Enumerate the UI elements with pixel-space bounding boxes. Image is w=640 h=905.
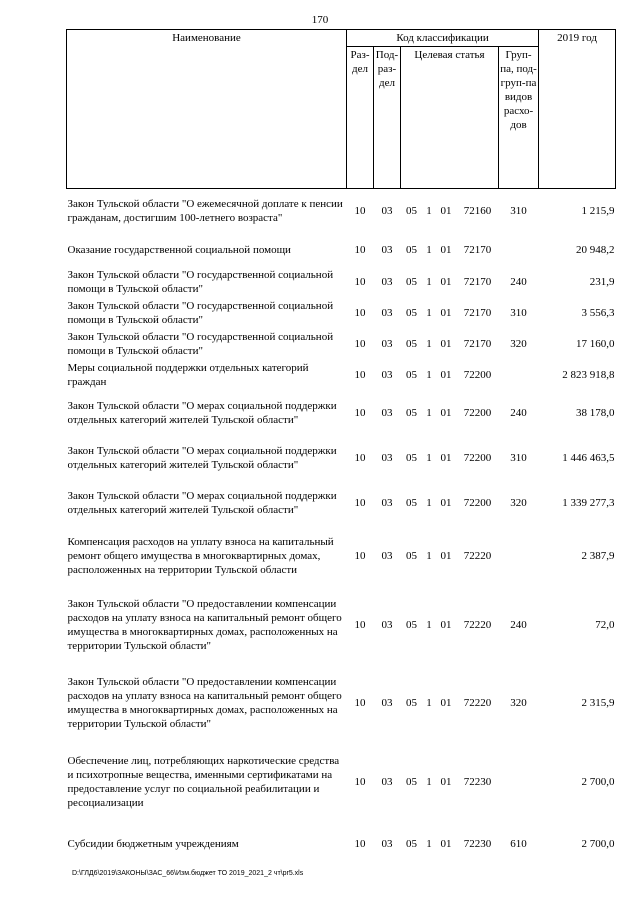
row-target-main-activity: 01	[440, 549, 452, 562]
row-subsection: 03	[381, 205, 393, 218]
row-target-main-activity: 01	[440, 838, 452, 850]
table-row	[67, 189, 616, 234]
row-amount: 1 339 277,3	[562, 497, 615, 509]
row-section: 10	[354, 497, 366, 509]
table-row	[67, 742, 616, 822]
row-expense-group: 610	[510, 838, 527, 850]
row-target-main-activity: 01	[440, 452, 452, 464]
row-target-direction: 72230	[463, 838, 492, 850]
row-expense-group	[499, 360, 539, 391]
row-expense-group: 320	[510, 696, 527, 709]
row-subsection: 03	[381, 276, 393, 288]
row-target-subprogram: 1	[426, 838, 432, 850]
row-target-subprogram: 1	[426, 338, 432, 350]
table-row	[67, 436, 616, 481]
row-target-program: 05	[406, 696, 417, 709]
header-code-group: Код классификации	[347, 30, 539, 47]
row-amount: 38 178,0	[576, 407, 615, 419]
row-subsection: 03	[381, 618, 393, 631]
row-target-subprogram: 1	[426, 696, 432, 709]
row-section: 10	[354, 618, 366, 631]
row-target-direction: 72200	[463, 407, 492, 419]
row-expense-group: 310	[510, 452, 527, 464]
row-name: Закон Тульской области "О предоставлении компенсации расходов на уплату взноса на капитальный ремонт общего имущества в многоквартирных домах, расположенных на территории Тульской области"	[67, 597, 342, 652]
row-amount: 2 387,9	[581, 549, 615, 562]
row-expense-group: 240	[510, 276, 527, 288]
row-subsection: 03	[381, 549, 393, 562]
row-target-direction: 72170	[463, 338, 492, 350]
table-row	[67, 329, 616, 360]
row-target-direction: 72160	[463, 205, 492, 218]
row-name: Закон Тульской области "О государственной социальной помощи в Тульской области"	[67, 269, 334, 295]
row-section: 10	[354, 452, 366, 464]
row-amount: 20 948,2	[576, 244, 615, 256]
row-subsection: 03	[381, 407, 393, 419]
table-row	[67, 391, 616, 436]
header-target: Целевая статья	[401, 47, 499, 189]
row-target-direction: 72200	[463, 369, 492, 381]
row-target-main-activity: 01	[440, 497, 452, 509]
row-expense-group	[499, 234, 539, 267]
row-target-program: 05	[406, 369, 417, 381]
table-row	[67, 298, 616, 329]
row-target-main-activity: 01	[440, 696, 452, 709]
row-amount: 1 215,9	[581, 205, 615, 218]
row-target-subprogram: 1	[426, 407, 432, 419]
row-name: Закон Тульской области "О мерах социальной поддержки отдельных категорий жителей Тульской области"	[67, 490, 337, 516]
row-target-subprogram: 1	[426, 775, 432, 788]
row-target-program: 05	[406, 452, 417, 464]
row-target-subprogram: 1	[426, 244, 432, 256]
row-target-main-activity: 01	[440, 307, 452, 319]
row-name: Субсидии бюджетным учреждениям	[67, 838, 239, 850]
row-section: 10	[354, 244, 366, 256]
row-amount: 2 700,0	[581, 838, 615, 850]
row-section: 10	[354, 549, 366, 562]
row-name: Оказание государственной социальной помощи	[67, 244, 291, 256]
row-target-direction: 72220	[463, 549, 492, 562]
row-section: 10	[354, 407, 366, 419]
row-target-program: 05	[406, 407, 417, 419]
row-subsection: 03	[381, 244, 393, 256]
row-target-subprogram: 1	[426, 497, 432, 509]
table-row	[67, 664, 616, 742]
row-section: 10	[354, 307, 366, 319]
row-section: 10	[354, 775, 366, 788]
row-target-subprogram: 1	[426, 276, 432, 288]
row-subsection: 03	[381, 497, 393, 509]
page-number: 170	[311, 14, 329, 26]
table-row	[67, 267, 616, 298]
row-target-main-activity: 01	[440, 244, 452, 256]
row-target-subprogram: 1	[426, 205, 432, 218]
row-name: Закон Тульской области "О мерах социальной поддержки отдельных категорий жителей Тульской области"	[67, 445, 337, 471]
table-row	[67, 234, 616, 267]
row-amount: 231,9	[589, 276, 615, 288]
row-subsection: 03	[381, 452, 393, 464]
row-name: Компенсация расходов на уплату взноса на капитальный ремонт общего имущества в многоквартирных домах, расположенных на территории Тульской области	[67, 535, 334, 576]
row-target-direction: 72220	[463, 618, 492, 631]
row-target-program: 05	[406, 618, 417, 631]
row-section: 10	[354, 696, 366, 709]
row-target-direction: 72220	[463, 696, 492, 709]
budget-table	[66, 29, 616, 867]
row-target-program: 05	[406, 497, 417, 509]
footer-file-path: D:\ГЛД6\2019\ЗАКОНЫ\ЗАС_66\Изм.бюджет ТО 2019_2021_2 чт\pr5.xls	[72, 870, 304, 877]
row-target-direction: 72170	[463, 244, 492, 256]
row-expense-group	[499, 742, 539, 822]
table-row	[67, 360, 616, 391]
row-target-main-activity: 01	[440, 369, 452, 381]
row-name: Меры социальной поддержки отдельных категорий граждан	[67, 362, 309, 388]
row-amount: 2 823 918,8	[562, 369, 615, 381]
row-target-program: 05	[406, 838, 417, 850]
row-amount: 17 160,0	[576, 338, 615, 350]
row-target-direction: 72200	[463, 497, 492, 509]
row-name: Закон Тульской области "О государственной социальной помощи в Тульской области"	[67, 331, 334, 357]
row-target-program: 05	[406, 307, 417, 319]
row-subsection: 03	[381, 369, 393, 381]
row-expense-group: 240	[510, 407, 527, 419]
row-target-subprogram: 1	[426, 549, 432, 562]
row-subsection: 03	[381, 838, 393, 850]
row-target-subprogram: 1	[426, 369, 432, 381]
row-expense-group: 310	[510, 205, 527, 218]
row-section: 10	[354, 276, 366, 288]
row-amount: 2 315,9	[581, 696, 615, 709]
row-target-program: 05	[406, 338, 417, 350]
row-subsection: 03	[381, 338, 393, 350]
row-amount: 2 700,0	[581, 775, 615, 788]
row-target-direction: 72200	[463, 452, 492, 464]
row-name: Закон Тульской области "О предоставлении компенсации расходов на уплату взноса на капитальный ремонт общего имущества в многоквартирных домах, расположенных на территории Тульской области"	[67, 675, 342, 730]
row-target-subprogram: 1	[426, 618, 432, 631]
row-amount: 72,0	[595, 618, 615, 631]
table-row	[67, 586, 616, 664]
row-expense-group	[499, 526, 539, 586]
row-target-main-activity: 01	[440, 276, 452, 288]
row-target-main-activity: 01	[440, 205, 452, 218]
row-target-main-activity: 01	[440, 407, 452, 419]
row-subsection: 03	[381, 775, 393, 788]
row-target-main-activity: 01	[440, 618, 452, 631]
table-row	[67, 481, 616, 526]
row-expense-group: 310	[510, 307, 527, 319]
row-expense-group: 240	[510, 618, 527, 631]
row-section: 10	[354, 205, 366, 218]
row-name: Закон Тульской области "О мерах социальной поддержки отдельных категорий жителей Тульской области"	[67, 400, 337, 426]
row-target-main-activity: 01	[440, 775, 452, 788]
header-section: Раз-дел	[347, 47, 374, 189]
row-target-direction: 72170	[463, 307, 492, 319]
row-target-program: 05	[406, 205, 417, 218]
header-name: Наименование	[67, 30, 347, 189]
row-target-program: 05	[406, 244, 417, 256]
row-name: Закон Тульской области "О ежемесячной доплате к пенсии гражданам, достигшим 100-летнего возраста"	[67, 198, 343, 225]
row-section: 10	[354, 838, 366, 850]
row-target-direction: 72230	[463, 775, 492, 788]
row-subsection: 03	[381, 307, 393, 319]
row-amount: 1 446 463,5	[562, 452, 615, 464]
row-target-subprogram: 1	[426, 307, 432, 319]
header-subsection: Под-раз-дел	[374, 47, 401, 189]
row-name: Обеспечение лиц, потребляющих наркотические средства и психотропные вещества, именными сертификатами на предоставление услуг по социальной реабилитации и ресоциализации	[67, 754, 340, 809]
row-target-subprogram: 1	[426, 452, 432, 464]
header-year: 2019 год	[539, 30, 616, 189]
row-amount: 3 556,3	[581, 307, 615, 319]
row-target-direction: 72170	[463, 276, 492, 288]
row-target-program: 05	[406, 276, 417, 288]
row-section: 10	[354, 338, 366, 350]
row-name: Закон Тульской области "О государственной социальной помощи в Тульской области"	[67, 300, 334, 326]
table-body	[67, 189, 616, 867]
row-target-main-activity: 01	[440, 338, 452, 350]
row-target-program: 05	[406, 775, 417, 788]
row-subsection: 03	[381, 696, 393, 709]
row-section: 10	[354, 369, 366, 381]
row-target-program: 05	[406, 549, 417, 562]
row-expense-group: 320	[510, 497, 527, 509]
row-expense-group: 320	[510, 338, 527, 350]
table-row	[67, 822, 616, 867]
table-row	[67, 526, 616, 586]
header-group: Груп-па, под-груп-па видов расхо-дов	[499, 47, 539, 189]
